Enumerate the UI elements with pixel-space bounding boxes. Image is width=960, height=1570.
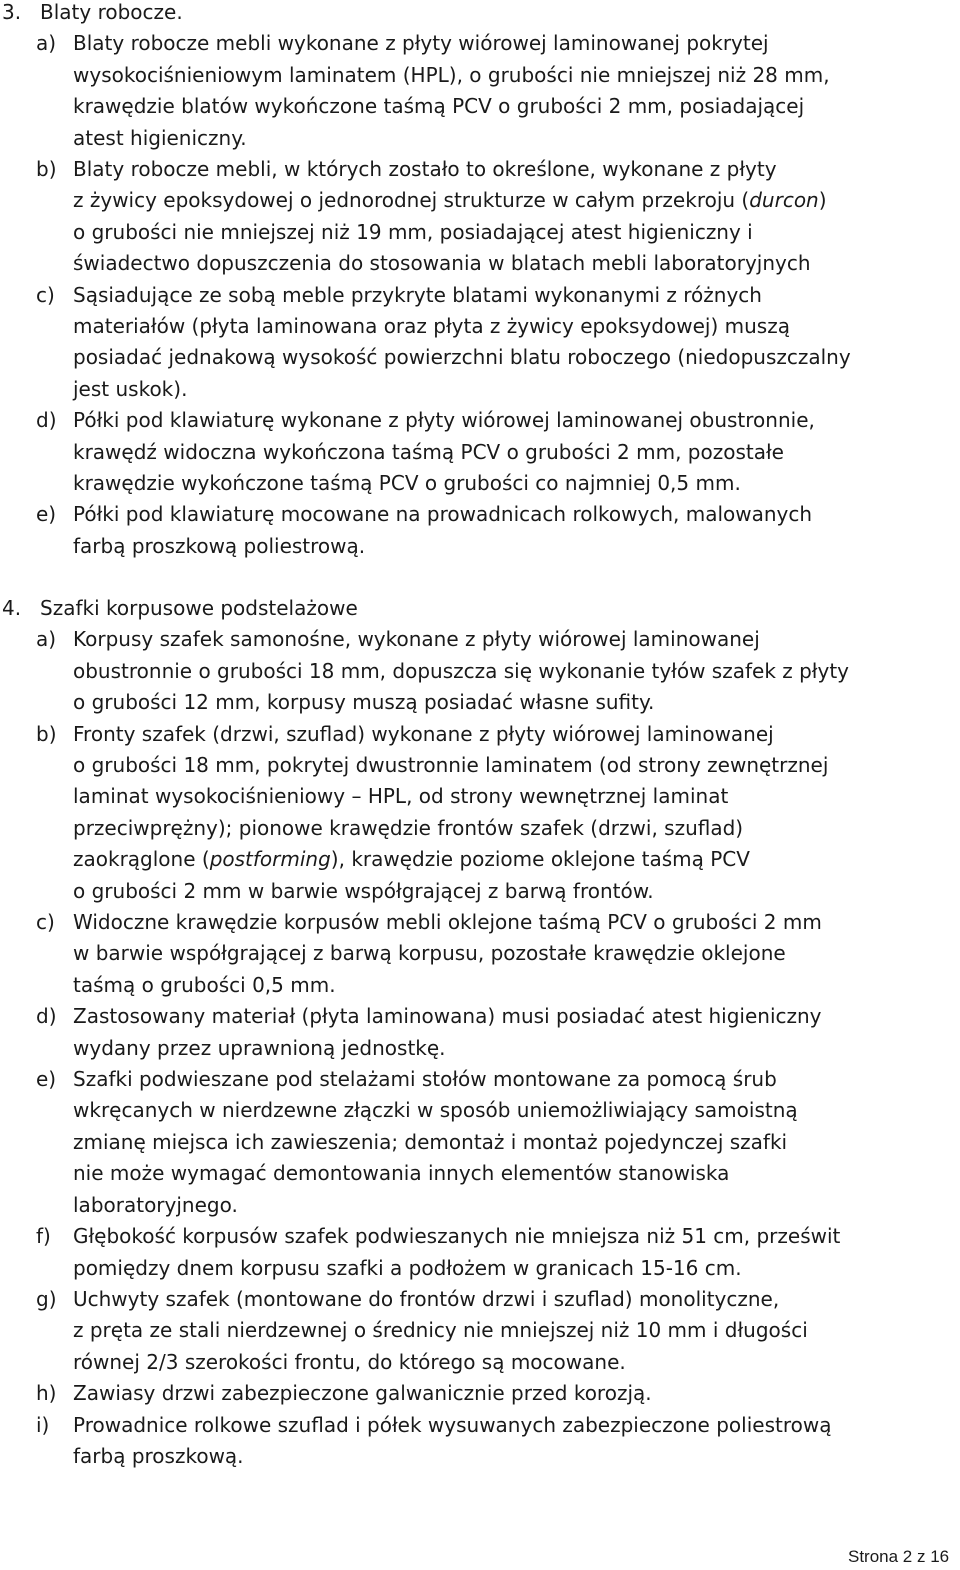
item-text bbox=[73, 280, 958, 406]
text-line: z żywicy epoksydowej o jednorodnej strukturze w całym przekroju (durcon) bbox=[73, 188, 827, 213]
item-text bbox=[73, 624, 958, 718]
item-text bbox=[73, 28, 958, 154]
text-line: Blaty robocze mebli wykonane z płyty wiórowej laminowanej pokrytej bbox=[73, 31, 769, 56]
item-text bbox=[73, 1001, 958, 1064]
item-text bbox=[73, 1064, 958, 1221]
text-line: taśmą o grubości 0,5 mm. bbox=[73, 972, 336, 997]
text-line: wkręcanych w nierdzewne złączki w sposób uniemożliwiający samoistną bbox=[73, 1098, 798, 1123]
text-line: Zastosowany materiał (płyta laminowana) musi posiadać atest higieniczny bbox=[73, 1004, 822, 1029]
text-line: Sąsiadujące ze sobą meble przykryte blatami wykonanymi z różnych bbox=[73, 282, 762, 307]
text-line: Prowadnice rolkowe szuflad i półek wysuwanych zabezpieczone poliestrową bbox=[73, 1412, 832, 1437]
list-item-4c bbox=[0, 907, 960, 1001]
list-item-3b bbox=[0, 154, 960, 280]
text-line: Szafki podwieszane pod stelażami stołów montowane za pomocą śrub bbox=[73, 1067, 777, 1092]
text-line: o grubości 12 mm, korpusy muszą posiadać własne sufity. bbox=[73, 690, 655, 715]
item-label: b) bbox=[36, 721, 57, 746]
text-line: zaokrąglone (postforming), krawędzie poziome oklejone taśmą PCV bbox=[73, 847, 750, 872]
section-items bbox=[0, 624, 960, 1472]
item-label: a) bbox=[36, 31, 57, 56]
list-item-4a bbox=[0, 624, 960, 718]
text-line: farbą proszkową. bbox=[73, 1443, 244, 1468]
text-line: Półki pod klawiaturę wykonane z płyty wiórowej laminowanej obustronnie, bbox=[73, 408, 815, 433]
item-label: g) bbox=[36, 1286, 57, 1311]
text-line: krawędź widoczna wykończona taśmą PCV o grubości 2 mm, pozostałe bbox=[73, 439, 784, 464]
text-line: o grubości 18 mm, pokrytej dwustronnie laminatem (od strony zewnętrznej bbox=[73, 753, 829, 778]
section-title: Blaty robocze. bbox=[40, 0, 183, 24]
item-text bbox=[73, 907, 958, 1001]
text-line: laboratoryjnego. bbox=[73, 1192, 238, 1217]
item-text bbox=[73, 1221, 958, 1284]
item-label: f) bbox=[36, 1224, 51, 1249]
section-number: 3. bbox=[2, 0, 22, 24]
text-line: Półki pod klawiaturę mocowane na prowadnicach rolkowych, malowanych bbox=[73, 502, 813, 527]
text-line: przeciwprężny); pionowe krawędzie frontów szafek (drzwi, szuflad) bbox=[73, 815, 744, 840]
section-heading bbox=[0, 593, 358, 624]
list-item-4b bbox=[0, 719, 960, 907]
page-number-footer: Strona 2 z 16 bbox=[848, 1547, 950, 1566]
section-number: 4. bbox=[2, 596, 22, 620]
text-line: Blaty robocze mebli, w których zostało to określone, wykonane z płyty bbox=[73, 157, 777, 182]
item-label: b) bbox=[36, 157, 57, 182]
item-label: c) bbox=[36, 282, 55, 307]
text-line: krawędzie blatów wykończone taśmą PCV o grubości 2 mm, posiadającej bbox=[73, 94, 805, 119]
item-label: e) bbox=[36, 1067, 57, 1092]
text-line: Korpusy szafek samonośne, wykonane z płyty wiórowej laminowanej bbox=[73, 627, 760, 652]
text-line: pomiędzy dnem korpusu szafki a podłożem w granicach 15-16 cm. bbox=[73, 1255, 742, 1280]
item-text bbox=[73, 1284, 958, 1378]
text-line: równej 2/3 szerokości frontu, do którego są mocowane. bbox=[73, 1349, 626, 1374]
item-text bbox=[73, 499, 958, 562]
text-line: Fronty szafek (drzwi, szuflad) wykonane z płyty wiórowej laminowanej bbox=[73, 721, 774, 746]
text-line: Uchwyty szafek (montowane do frontów drzwi i szuflad) monolityczne, bbox=[73, 1286, 780, 1311]
text-line: atest higieniczny. bbox=[73, 125, 247, 150]
text-line: świadectwo dopuszczenia do stosowania w blatach mebli laboratoryjnych bbox=[73, 251, 811, 276]
item-label: d) bbox=[36, 408, 57, 433]
item-text bbox=[73, 405, 958, 499]
item-label: e) bbox=[36, 502, 57, 527]
text-line: krawędzie wykończone taśmą PCV o grubości co najmniej 0,5 mm. bbox=[73, 471, 741, 496]
text-line: zmianę miejsca ich zawieszenia; demontaż i montaż pojedynczej szafki bbox=[73, 1129, 788, 1154]
section-heading bbox=[0, 0, 183, 28]
text-line: z pręta ze stali nierdzewnej o średnicy nie mniejszej niż 10 mm i długości bbox=[73, 1318, 808, 1343]
text-line: o grubości 2 mm w barwie współgrającej z barwą frontów. bbox=[73, 878, 654, 903]
item-label: h) bbox=[36, 1381, 57, 1406]
text-line: obustronnie o grubości 18 mm, dopuszcza się wykonanie tyłów szafek z płyty bbox=[73, 658, 850, 683]
text-line: wydany przez uprawnioną jednostkę. bbox=[73, 1035, 446, 1060]
list-item-4h bbox=[0, 1378, 960, 1409]
item-text bbox=[73, 1410, 958, 1473]
text-line: o grubości nie mniejszej niż 19 mm, posiadającej atest higieniczny i bbox=[73, 219, 753, 244]
item-text bbox=[73, 1378, 958, 1409]
list-item-4d bbox=[0, 1001, 960, 1064]
list-item-3e bbox=[0, 499, 960, 562]
item-text bbox=[73, 154, 958, 280]
item-label: a) bbox=[36, 627, 57, 652]
text-line: Widoczne krawędzie korpusów mebli oklejone taśmą PCV o grubości 2 mm bbox=[73, 910, 822, 935]
list-item-4i bbox=[0, 1410, 960, 1473]
text-line: materiałów (płyta laminowana oraz płyta z żywicy epoksydowej) muszą bbox=[73, 314, 790, 339]
section-items bbox=[0, 28, 960, 562]
list-item-3d bbox=[0, 405, 960, 499]
list-item-4e bbox=[0, 1064, 960, 1221]
list-item-4g bbox=[0, 1284, 960, 1378]
item-label: d) bbox=[36, 1004, 57, 1029]
section-title: Szafki korpusowe podstelażowe bbox=[40, 596, 358, 620]
item-label: i) bbox=[36, 1412, 50, 1437]
list-item-3c bbox=[0, 280, 960, 406]
list-item-3a bbox=[0, 28, 960, 154]
text-line: Zawiasy drzwi zabezpieczone galwanicznie przed korozją. bbox=[73, 1381, 652, 1406]
text-line: nie może wymagać demontowania innych elementów stanowiska bbox=[73, 1161, 730, 1186]
item-label: c) bbox=[36, 910, 55, 935]
text-line: laminat wysokociśnieniowy – HPL, od strony wewnętrznej laminat bbox=[73, 784, 729, 809]
text-line: Głębokość korpusów szafek podwieszanych nie mniejsza niż 51 cm, prześwit bbox=[73, 1224, 841, 1249]
text-line: posiadać jednakową wysokość powierzchni blatu roboczego (niedopuszczalny bbox=[73, 345, 851, 370]
list-item-4f bbox=[0, 1221, 960, 1284]
text-line: w barwie współgrającej z barwą korpusu, pozostałe krawędzie oklejone bbox=[73, 941, 786, 966]
text-line: jest uskok). bbox=[73, 376, 188, 401]
text-line: wysokociśnieniowym laminatem (HPL), o grubości nie mniejszej niż 28 mm, bbox=[73, 62, 830, 87]
text-line: farbą proszkową poliestrową. bbox=[73, 533, 366, 558]
item-text bbox=[73, 719, 958, 907]
